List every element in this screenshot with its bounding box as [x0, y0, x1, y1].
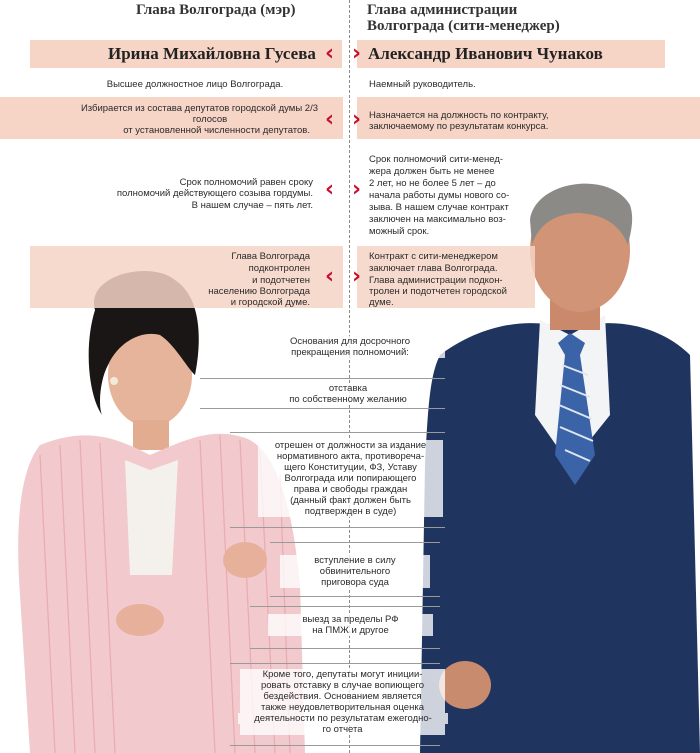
- right-column-header-line2: Волгограда (сити-менеджер): [367, 18, 560, 34]
- deputies-note-line2: ровать отставку в случае вопиющего: [240, 680, 445, 691]
- manager-term-line5: зыва. В нашем случае контракт: [369, 202, 509, 213]
- left-column-header: Глава Волгограда (мэр): [136, 2, 296, 18]
- chevron-left-icon: ‹: [324, 107, 335, 132]
- deputies-note-line6: го отчета: [240, 724, 445, 735]
- ground-removal-line1: отрешен от должности за издание: [258, 440, 443, 451]
- separator: [250, 606, 440, 607]
- manager-term-line7: можный срок.: [369, 226, 430, 237]
- mayor-accountability-line2: подконтролен: [248, 263, 310, 274]
- manager-contract-line4: тролен и подотчетен городской: [369, 286, 507, 297]
- deputies-note-line4: также неудовлетворительная оценка: [240, 702, 445, 713]
- separator: [200, 408, 445, 409]
- mayor-term-line1: Срок полномочий равен сроку: [179, 177, 313, 188]
- separator: [270, 596, 440, 597]
- chevron-right-icon: ›: [351, 177, 362, 202]
- ground-resignation-line2: по собственному желанию: [268, 394, 428, 405]
- manager-term-line4: начала работы думы нового со-: [369, 190, 510, 201]
- mayor-status: Высшее должностное лицо Волгограда.: [106, 79, 284, 90]
- separator: [230, 663, 440, 664]
- separator: [230, 527, 445, 528]
- ground-conviction-line3: приговора суда: [280, 577, 430, 588]
- ground-removal-line7: подтвержден в суде): [258, 506, 443, 517]
- mayor-election-line3: от установленной численности депутатов.: [123, 125, 310, 136]
- deputies-note-line3: бездействия. Основанием является: [240, 691, 445, 702]
- manager-term-line3: 2 лет, но не более 5 лет – до: [369, 178, 496, 189]
- separator: [270, 542, 440, 543]
- ground-removal-line2: нормативного акта, противореча-: [258, 451, 443, 462]
- mayor-accountability-line4: населению Волгограда: [208, 286, 310, 297]
- chevron-left-icon: ‹: [324, 264, 335, 289]
- mayor-election-line2: голосов: [192, 114, 228, 125]
- manager-contract-line5: думе.: [369, 297, 394, 308]
- mayor-name: Ирина Михайловна Гусева: [108, 44, 316, 63]
- ground-removal-line5: права и свободы граждан: [258, 484, 443, 495]
- separator: [230, 432, 445, 433]
- mayor-accountability-line1: Глава Волгограда: [231, 251, 310, 262]
- separator: [250, 648, 440, 649]
- chevron-right-icon: ›: [351, 107, 362, 132]
- chevron-left-icon: ‹: [324, 41, 335, 66]
- grounds-title-line2: прекращения полномочий:: [255, 347, 445, 358]
- ground-conviction-line2: обвинительного: [280, 566, 430, 577]
- mayor-term-line3: В нашем случае – пять лет.: [191, 200, 313, 211]
- ground-resignation-line1: отставка: [268, 383, 428, 394]
- ground-removal-line4: Волгограда или попирающего: [258, 473, 443, 484]
- ground-removal-line6: (данный факт должен быть: [258, 495, 443, 506]
- manager-appointment-line1: Назначается на должность по контракту,: [369, 110, 549, 121]
- deputies-note-line5: деятельности по результатам ежегодно-: [238, 713, 448, 724]
- chevron-right-icon: ›: [351, 41, 362, 66]
- ground-emigration-line1: выезд за пределы РФ: [268, 614, 433, 625]
- separator: [200, 378, 445, 379]
- ground-emigration-line2: на ПМЖ и другое: [268, 625, 433, 636]
- chevron-right-icon: ›: [351, 264, 362, 289]
- right-column-header-line1: Глава администрации: [367, 2, 518, 18]
- ground-conviction-line1: вступление в силу: [280, 555, 430, 566]
- deputies-note-line1: Кроме того, депутаты могут иниции-: [240, 669, 445, 680]
- mayor-election-line1: Избирается из состава депутатов городской думы 2/3: [80, 103, 318, 114]
- mayor-term-line2: полномочий действующего созыва гордумы.: [116, 188, 313, 199]
- manager-term-line1: Срок полномочий сити-менед-: [369, 154, 504, 165]
- separator: [230, 745, 440, 746]
- manager-term-line2: жера должен быть не менее: [369, 166, 495, 177]
- manager-term-line6: заключен на максимально воз-: [369, 214, 506, 225]
- chevron-left-icon: ‹: [324, 177, 335, 202]
- manager-status: Наемный руководитель.: [369, 79, 476, 90]
- grounds-title-line1: Основания для досрочного: [255, 336, 445, 347]
- manager-appointment-line2: заключаемому по результатам конкурса.: [369, 121, 549, 132]
- manager-contract-line2: заключает глава Волгограда.: [369, 263, 498, 274]
- ground-removal-line3: щего Конституции, ФЗ, Уставу: [258, 462, 443, 473]
- mayor-accountability-line5: и городской думе.: [230, 297, 310, 308]
- manager-contract-line1: Контракт с сити-менеджером: [369, 251, 498, 262]
- city-manager-name: Александр Иванович Чунаков: [368, 44, 603, 63]
- manager-contract-line3: Глава администрации подкон-: [369, 275, 503, 286]
- mayor-accountability-line3: и подотчетен: [252, 275, 310, 286]
